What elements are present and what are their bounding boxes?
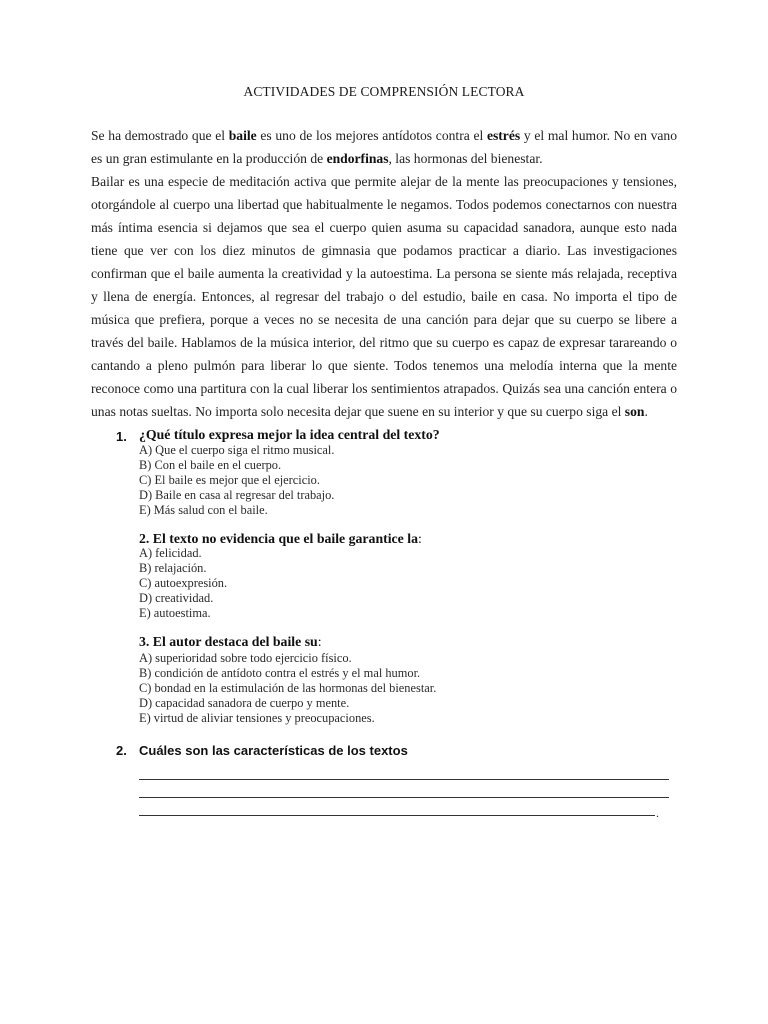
answer-line[interactable] [139, 780, 669, 798]
bold-term-estres: estrés [486, 128, 521, 143]
reading-passage [91, 124, 677, 423]
option-a: A) superioridad sobre todo ejercicio físico. [139, 651, 352, 665]
bold-term-son: son [624, 404, 645, 419]
question-3-heading-colon: : [317, 634, 322, 649]
option-d: D) capacidad sanadora de cuerpo y mente. [139, 696, 350, 710]
option-b: B) condición de antídoto contra el estrés y el mal humor. [139, 666, 421, 680]
question-1-heading: ¿Qué título expresa mejor la idea central del texto? [139, 427, 440, 442]
answer-line[interactable] [139, 762, 669, 780]
question-2-heading [139, 531, 422, 547]
option-c: C) El baile es mejor que el ejercicio. [139, 473, 320, 487]
text-run: y el mal humor. No en vano es un gran estimulante en la producción de [91, 128, 677, 166]
option-d: D) Baile en casa al regresar del trabajo. [139, 488, 335, 502]
bold-term-endorfinas: endorfinas [326, 151, 389, 166]
question-3-options [139, 651, 436, 726]
question-2-heading-text: 2. El texto no evidencia que el baile garantice la [139, 531, 418, 546]
page-title: ACTIVIDADES DE COMPRENSIÓN LECTORA [243, 84, 525, 99]
text-run: Se ha demostrado que el [91, 128, 229, 143]
bold-term-baile: baile [228, 128, 257, 143]
section-number-1: 1. [116, 429, 127, 444]
option-c: C) bondad en la estimulación de las hormonas del bienestar. [139, 681, 437, 695]
option-e: E) virtud de aliviar tensiones y preocupaciones. [139, 711, 375, 725]
text-run: Bailar es una especie de meditación activa que permite alejar de la mente las preocupaciones y tensiones, otorgándole al cuerpo una libertad que habitualmente le negamos. Todos podemos conectarnos con nuestra más íntima esencia si dejamos que sea el cuerpo quien asuma su capacidad sanadora, aunque esto nada tiene que ver con los diez minutos de gimnasia que podamos practicar a diario. Las investigaciones confirman que el baile aumenta la creatividad y la autoestima. La persona se siente más relajada, receptiva y llena de energía. Entonces, al regresar del trabajo o del estudio, baile en casa. No importa el tipo de música que prefiera, porque a veces no se necesita de una canción para dejar que su cuerpo se libere a través del baile. Hablamos de la música interior, del ritmo que su cuerpo es capaz de expresar tarareando o cantando a pleno pulmón para liberar lo que siente. Todos tenemos una melodía interna que la mente reconoce como una partitura con la cual liberar los sentimientos atrapados. Quizás sea una canción entera o unas notas sueltas. No importa solo necesita dejar que suene en su interior y que su cuerpo siga el [91, 174, 677, 419]
option-b: B) relajación. [139, 561, 207, 575]
question-3-heading-text: 3. El autor destaca del baile su [139, 634, 318, 649]
option-e: E) Más salud con el baile. [139, 503, 268, 517]
text-run: es uno de los mejores antídotos contra el [256, 128, 487, 143]
section-2-heading: Cuáles son las características de los textos [139, 743, 408, 758]
answer-line[interactable] [139, 798, 659, 820]
question-3-heading [139, 634, 322, 650]
answer-lines [139, 762, 679, 820]
option-d: D) creatividad. [139, 591, 214, 605]
question-2-heading-colon: : [417, 531, 422, 546]
option-e: E) autoestima. [139, 606, 211, 620]
option-a: A) Que el cuerpo siga el ritmo musical. [139, 443, 335, 457]
paragraph-2 [91, 170, 677, 423]
question-1-options [139, 443, 334, 518]
answer-line-period: . [656, 806, 659, 820]
text-run: , las hormonas del bienestar. [388, 151, 543, 166]
option-b: B) Con el baile en el cuerpo. [139, 458, 282, 472]
paragraph-1 [91, 124, 677, 170]
text-run: . [644, 404, 648, 419]
question-2-options [139, 546, 227, 621]
option-a: A) felicidad. [139, 546, 202, 560]
option-c: C) autoexpresión. [139, 576, 228, 590]
section-number-2: 2. [116, 743, 127, 758]
